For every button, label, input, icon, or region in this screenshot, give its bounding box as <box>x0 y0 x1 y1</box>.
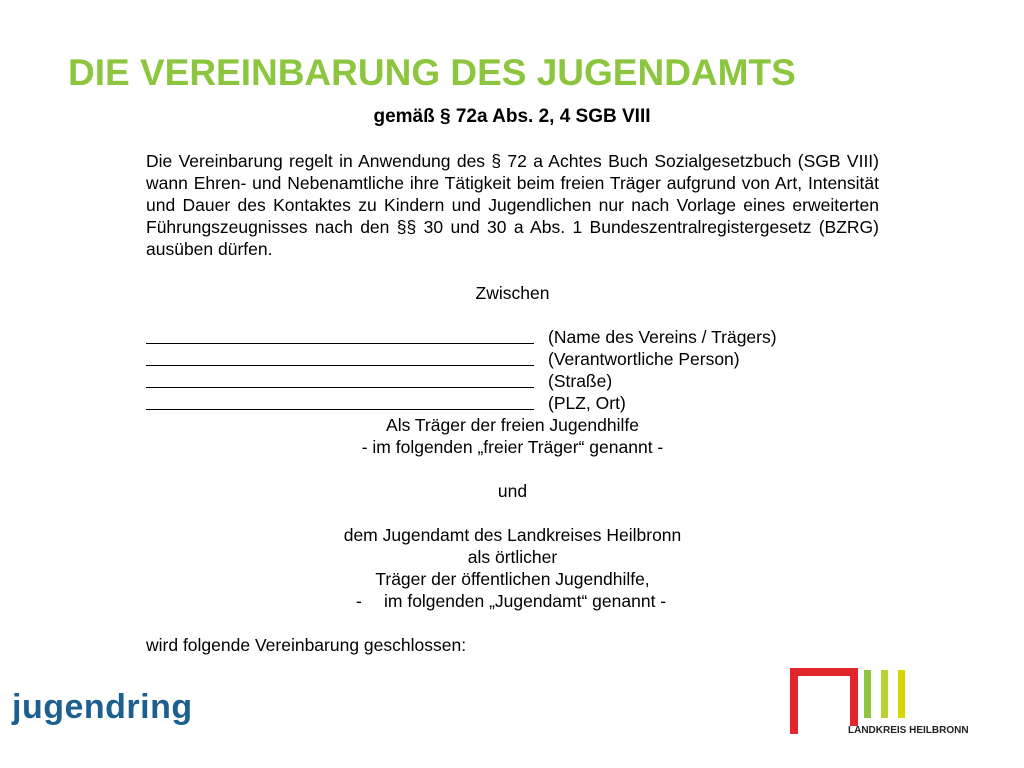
field-label: (Straße) <box>548 371 613 391</box>
free-carrier-line: Als Träger der freien Jugendhilfe <box>386 415 639 435</box>
office-line-2: als örtlicher <box>467 547 558 567</box>
office-note <box>146 590 879 612</box>
spacer <box>146 502 879 524</box>
office-line-3: Träger der öffentlichen Jugendhilfe, <box>375 569 650 589</box>
closing-line: wird folgende Vereinbarung geschlossen: <box>146 635 467 655</box>
field-label: (Name des Vereins / Trägers) <box>548 327 777 347</box>
landkreis-heilbronn-logo <box>790 668 990 740</box>
jugendring-logo: jugendring <box>12 688 193 726</box>
field-label: (PLZ, Ort) <box>548 393 626 413</box>
landkreis-logo-text: LANDKREIS HEILBRONN <box>848 725 969 736</box>
office-note-text: im folgenden „Jugendamt“ genannt - <box>384 591 667 611</box>
and-label: und <box>497 481 528 501</box>
field-row-city <box>146 392 879 414</box>
intro-paragraph: Die Vereinbarung regelt in Anwendung des § 72 a Achtes Buch Sozialgesetzbuch (SGB VIII) wann Ehren- und Nebenamtliche ihre Tätigkeit beim freien Träger aufgrund von Art, Intensität und Dauer des Kontaktes zu Kindern und Jugendlichen nur nach Vorlage eines erweiterten Führungszeugnisses nach den §§ 30 und 30 a Abs. 1 Bundeszentralregistergesetz (BZRG) ausüben dürfen. <box>146 151 879 259</box>
blank-line <box>146 344 534 366</box>
blank-line <box>146 388 534 410</box>
document-body <box>146 150 879 656</box>
between-label: Zwischen <box>475 283 550 303</box>
blank-line <box>146 322 534 344</box>
spacer <box>146 260 879 282</box>
page-title: DIE VEREINBARUNG DES JUGENDAMTS <box>68 52 796 93</box>
office-line-1: dem Jugendamt des Landkreises Heilbronn <box>343 525 682 545</box>
spacer <box>146 612 879 634</box>
spacer <box>146 458 879 480</box>
blank-line <box>146 366 534 388</box>
page-subtitle: gemäß § 72a Abs. 2, 4 SGB VIII <box>373 106 651 127</box>
free-carrier-note: - im folgenden „freier Träger“ genannt - <box>361 437 664 457</box>
dash-bullet: - <box>356 591 362 611</box>
field-label: (Verantwortliche Person) <box>548 349 740 369</box>
